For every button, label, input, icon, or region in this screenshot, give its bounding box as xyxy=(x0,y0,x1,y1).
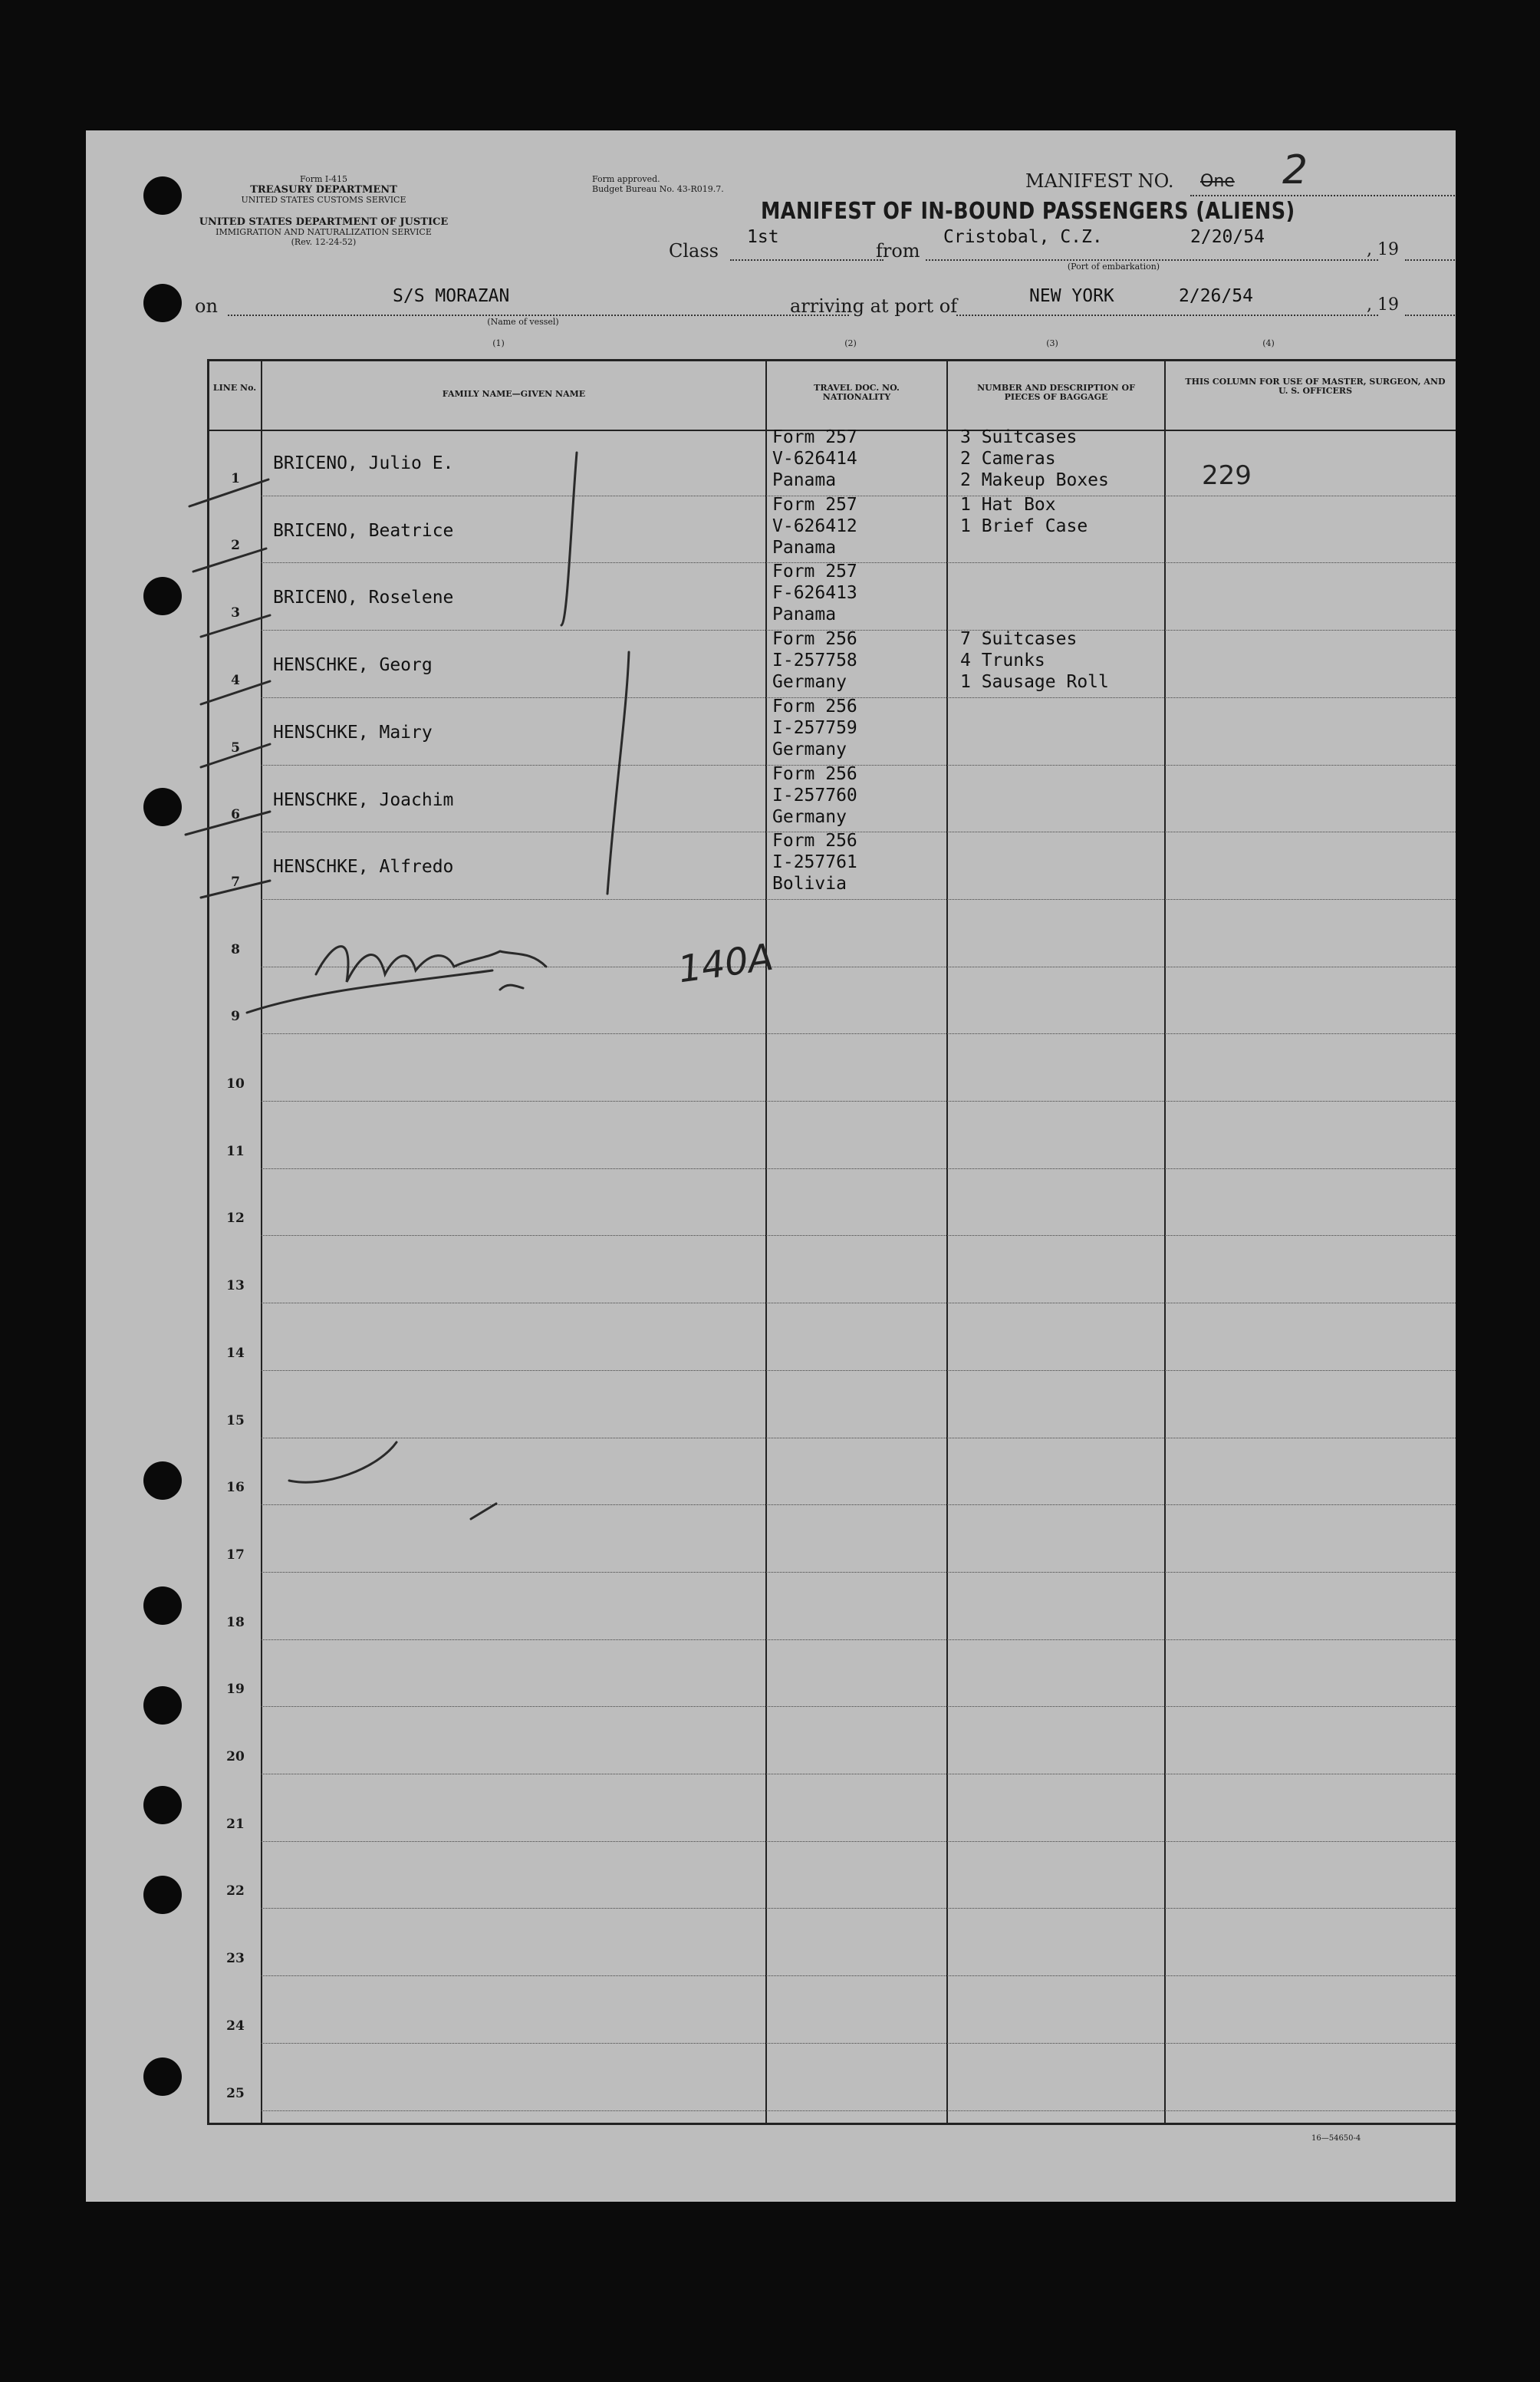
header-baggage: NUMBER AND DESCRIPTION OF PIECES OF BAGGAGE xyxy=(977,383,1135,402)
line-number: 5 xyxy=(231,740,240,756)
ins-service: IMMIGRATION AND NATURALIZATION SERVICE xyxy=(216,227,432,237)
passenger-name: HENSCHKE, Georg xyxy=(273,655,433,676)
col-num-4: (4) xyxy=(1262,338,1275,348)
passenger-name: HENSCHKE, Mairy xyxy=(273,722,433,743)
header-name: FAMILY NAME—GIVEN NAME xyxy=(442,389,586,399)
line-number: 3 xyxy=(231,605,240,621)
line-number: 12 xyxy=(226,1211,245,1227)
arrival-date: 2/26/54 xyxy=(1179,286,1253,306)
passenger-name: BRICENO, Julio E. xyxy=(273,453,454,473)
col-num-1: (1) xyxy=(492,338,505,348)
baggage-item: 4 Trunks xyxy=(960,651,1045,671)
travel-doc: Germany xyxy=(772,806,847,827)
line-number: 1 xyxy=(231,470,240,486)
footer-code: 16—54650-4 xyxy=(1311,2134,1361,2143)
customs-service: UNITED STATES CUSTOMS SERVICE xyxy=(241,195,406,205)
travel-doc: I-257758 xyxy=(772,651,857,671)
travel-doc: Form 256 xyxy=(772,831,857,852)
class-value: 1st xyxy=(747,227,779,247)
handwritten-code: 140A xyxy=(675,935,776,992)
line-number: 17 xyxy=(226,1547,245,1563)
line-number: 19 xyxy=(226,1682,245,1698)
line-number: 13 xyxy=(226,1278,245,1294)
line-number: 9 xyxy=(231,1009,240,1025)
travel-doc: Germany xyxy=(772,739,847,759)
travel-doc: Form 257 xyxy=(772,494,857,515)
from-value: Cristobal, C.Z. xyxy=(943,227,1103,247)
travel-doc: Form 257 xyxy=(772,427,857,447)
port-embark-caption: (Port of embarkation) xyxy=(1067,262,1160,272)
line-number: 18 xyxy=(226,1614,245,1630)
travel-doc: Panama xyxy=(772,537,837,558)
line-number: 4 xyxy=(231,672,240,688)
handwritten-marks xyxy=(86,130,1456,2202)
arrival-port: NEW YORK xyxy=(1029,286,1114,306)
passenger-name: HENSCHKE, Joachim xyxy=(273,789,454,810)
line-number: 24 xyxy=(226,2018,245,2034)
officer-note: 229 xyxy=(1202,460,1252,491)
passenger-name: BRICENO, Beatrice xyxy=(273,520,454,541)
header-travel-doc: TRAVEL DOC. NO. NATIONALITY xyxy=(814,383,900,402)
class-label: Class xyxy=(669,240,719,262)
travel-doc: Form 256 xyxy=(772,629,857,650)
line-number: 10 xyxy=(226,1076,245,1092)
form-number: Form I-415 xyxy=(300,174,347,184)
justice-dept: UNITED STATES DEPARTMENT OF JUSTICE xyxy=(199,216,449,228)
manifest-no-label: MANIFEST NO. xyxy=(1025,170,1174,192)
col-num-3: (3) xyxy=(1046,338,1058,348)
baggage-item: 2 Cameras xyxy=(960,449,1056,469)
baggage-item: 7 Suitcases xyxy=(960,629,1078,650)
line-number: 14 xyxy=(226,1345,245,1361)
treasury-dept: TREASURY DEPARTMENT xyxy=(250,184,397,196)
line-number: 22 xyxy=(226,1883,245,1899)
baggage-item: 3 Suitcases xyxy=(960,427,1078,447)
year-suffix-1: , 19 xyxy=(1367,240,1399,259)
travel-doc: I-257760 xyxy=(772,785,857,806)
passenger-name: HENSCHKE, Alfredo xyxy=(273,857,454,878)
passenger-name: BRICENO, Roselene xyxy=(273,588,454,608)
line-number: 25 xyxy=(226,2085,245,2101)
from-label: from xyxy=(876,240,920,262)
departure-date: 2/20/54 xyxy=(1190,227,1265,247)
baggage-item: 1 Brief Case xyxy=(960,516,1088,536)
check-mark xyxy=(189,479,268,506)
manifest-title: MANIFEST OF IN-BOUND PASSENGERS (ALIENS) xyxy=(761,198,1295,225)
arriving-label: arriving at port of xyxy=(790,295,958,317)
approval-line1: Form approved. xyxy=(592,174,660,184)
line-number: 23 xyxy=(226,1951,245,1967)
manifest-no-struck: One xyxy=(1200,172,1235,191)
line-number: 8 xyxy=(231,941,240,957)
travel-doc: Bolivia xyxy=(772,874,847,894)
travel-doc: Panama xyxy=(772,470,837,490)
header-officers: THIS COLUMN FOR USE OF MASTER, SURGEON, AND U. S. OFFICERS xyxy=(1185,377,1446,396)
travel-doc: Form 257 xyxy=(772,562,857,582)
header-line-no: LINE No. xyxy=(212,383,257,393)
travel-doc: Panama xyxy=(772,605,837,625)
manifest-sheet xyxy=(86,130,1456,2202)
line-number: 15 xyxy=(226,1412,245,1428)
line-number: 11 xyxy=(226,1143,245,1159)
travel-doc: F-626413 xyxy=(772,583,857,604)
travel-doc: I-257759 xyxy=(772,717,857,738)
vessel-caption: (Name of vessel) xyxy=(487,317,559,327)
baggage-item: 1 Sausage Roll xyxy=(960,672,1109,693)
col-num-2: (2) xyxy=(844,338,857,348)
line-number: 6 xyxy=(231,807,240,823)
baggage-item: 2 Makeup Boxes xyxy=(960,470,1109,490)
travel-doc: V-626412 xyxy=(772,516,857,536)
travel-doc: Form 256 xyxy=(772,696,857,717)
revision: (Rev. 12-24-52) xyxy=(291,237,357,247)
line-number: 21 xyxy=(226,1816,245,1832)
travel-doc: Form 256 xyxy=(772,763,857,784)
line-number: 16 xyxy=(226,1480,245,1496)
vessel-name: S/S MORAZAN xyxy=(393,286,510,306)
manifest-no-handwritten: 2 xyxy=(1282,147,1308,193)
line-number: 20 xyxy=(226,1749,245,1764)
line-number: 7 xyxy=(231,874,240,890)
travel-doc: Germany xyxy=(772,672,847,693)
baggage-item: 1 Hat Box xyxy=(960,494,1056,515)
on-label: on xyxy=(195,295,218,317)
travel-doc: I-257761 xyxy=(772,852,857,873)
year-suffix-2: , 19 xyxy=(1367,295,1399,315)
line-number: 2 xyxy=(231,538,240,554)
travel-doc: V-626414 xyxy=(772,449,857,469)
approval-line2: Budget Bureau No. 43-R019.7. xyxy=(592,184,724,194)
